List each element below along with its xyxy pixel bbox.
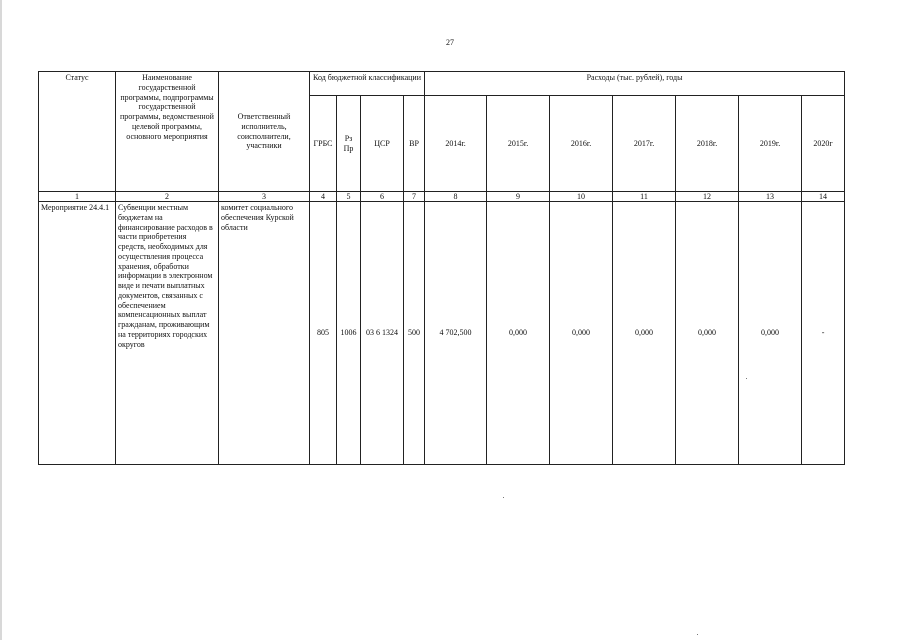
column-number: 13 [739,192,802,202]
header-year-2018: 2018г. [676,96,739,192]
row-vr: 500 [404,202,425,465]
header-executor: Ответственный исполнитель, соисполнители, участники [219,72,310,192]
row-value-2016: 0,000 [550,202,613,465]
column-number-row [39,192,845,202]
column-number: 12 [676,192,739,202]
header-expenses: Расходы (тыс. рублей), годы [425,72,845,96]
header-rz-pr: Рз Пр [337,96,361,192]
header-budget-code: Код бюджетной классификации [310,72,425,96]
table-row [39,202,845,465]
row-value-2017: 0,000 [613,202,676,465]
header-year-2019: 2019г. [739,96,802,192]
column-number: 1 [39,192,116,202]
budget-table [38,71,845,465]
row-value-2018: 0,000 [676,202,739,465]
row-csr: 03 6 1324 [361,202,404,465]
column-number: 11 [613,192,676,202]
column-number: 4 [310,192,337,202]
column-number: 2 [116,192,219,202]
header-year-2014: 2014г. [425,96,487,192]
row-value-2015: 0,000 [487,202,550,465]
row-name: Субвенции местным бюджетам на финансирование расходов в части приобретения средств, необходимых для осуществления процесса хранения, обработки информации в электронном виде и печати выплатных документов, связанных с обеспечением компенсационных выплат гражданам, проживающим на территориях городских округов [116,202,219,465]
page-number: 27 [446,38,454,47]
column-number: 5 [337,192,361,202]
row-rz-pr: 1006 [337,202,361,465]
scan-speck [697,634,698,635]
header-year-2017: 2017г. [613,96,676,192]
header-year-2020: 2020г [802,96,845,192]
column-number: 3 [219,192,310,202]
row-executor: комитет социального обеспечения Курской области [219,202,310,465]
row-status: Мероприятие 24.4.1 [39,202,116,465]
scan-speck [503,497,504,498]
column-number: 9 [487,192,550,202]
column-number: 6 [361,192,404,202]
column-number: 7 [404,192,425,202]
header-year-2015: 2015г. [487,96,550,192]
column-number: 10 [550,192,613,202]
header-vr: ВР [404,96,425,192]
header-row-top [39,72,845,96]
scan-edge [0,0,2,640]
header-year-2016: 2016г. [550,96,613,192]
row-value-2019: 0,000 [739,202,802,465]
row-value-2014: 4 702,500 [425,202,487,465]
header-grbs: ГРБС [310,96,337,192]
row-value-2020: - [802,202,845,465]
column-number: 14 [802,192,845,202]
header-program-name: Наименование государственной программы, подпрограммы государственной программы, ведомственной целевой программы, основного мероприятия [116,72,219,192]
column-number: 8 [425,192,487,202]
row-grbs: 805 [310,202,337,465]
header-csr: ЦСР [361,96,404,192]
header-status: Статус [39,72,116,192]
